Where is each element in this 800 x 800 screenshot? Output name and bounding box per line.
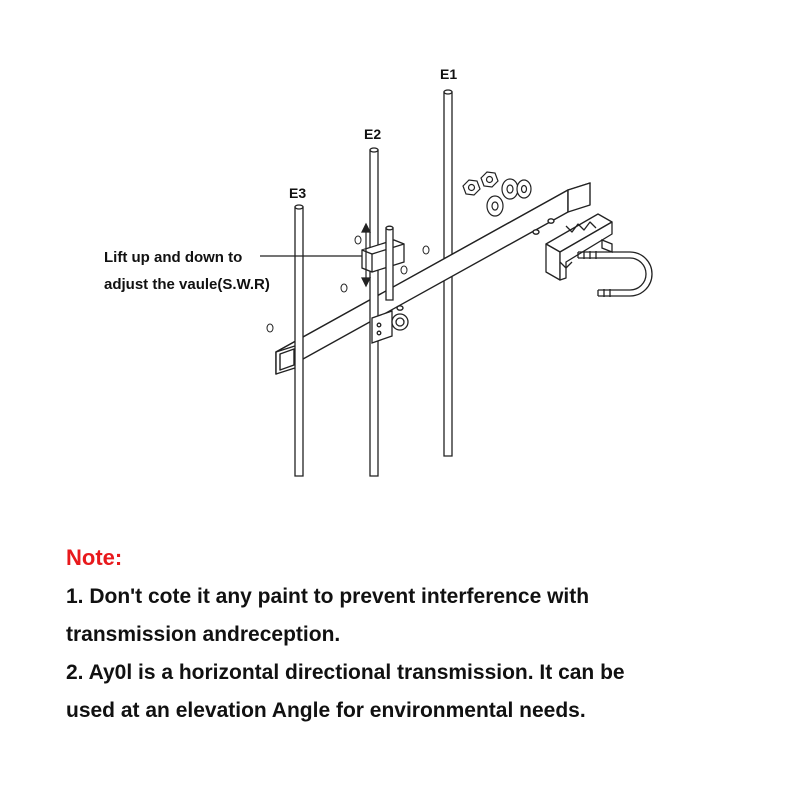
note-line-4: used at an elevation Angle for environmental needs. (66, 699, 586, 722)
note-line-2: transmission andreception. (66, 623, 341, 646)
nuts-and-washers (463, 172, 531, 216)
note-line-3: 2. Ay0l is a horizontal directional transmission. It can be (66, 661, 625, 684)
element-rod-e2 (370, 148, 378, 476)
element-label-e2: E2 (364, 126, 382, 142)
callout-line-1: Lift up and down to (104, 249, 243, 266)
note-section (66, 540, 766, 730)
callout-line-2: adjust the vaule(S.W.R) (104, 276, 270, 293)
note-line-1: 1. Don't cote it any paint to prevent interference with (66, 585, 590, 608)
element-label-e3: E3 (289, 185, 307, 201)
square-boom (276, 183, 590, 374)
swr-adjust-callout (104, 244, 270, 298)
note-title: Note: (66, 545, 123, 570)
element-label-e1: E1 (440, 66, 458, 82)
element-rod-e3 (295, 205, 303, 476)
